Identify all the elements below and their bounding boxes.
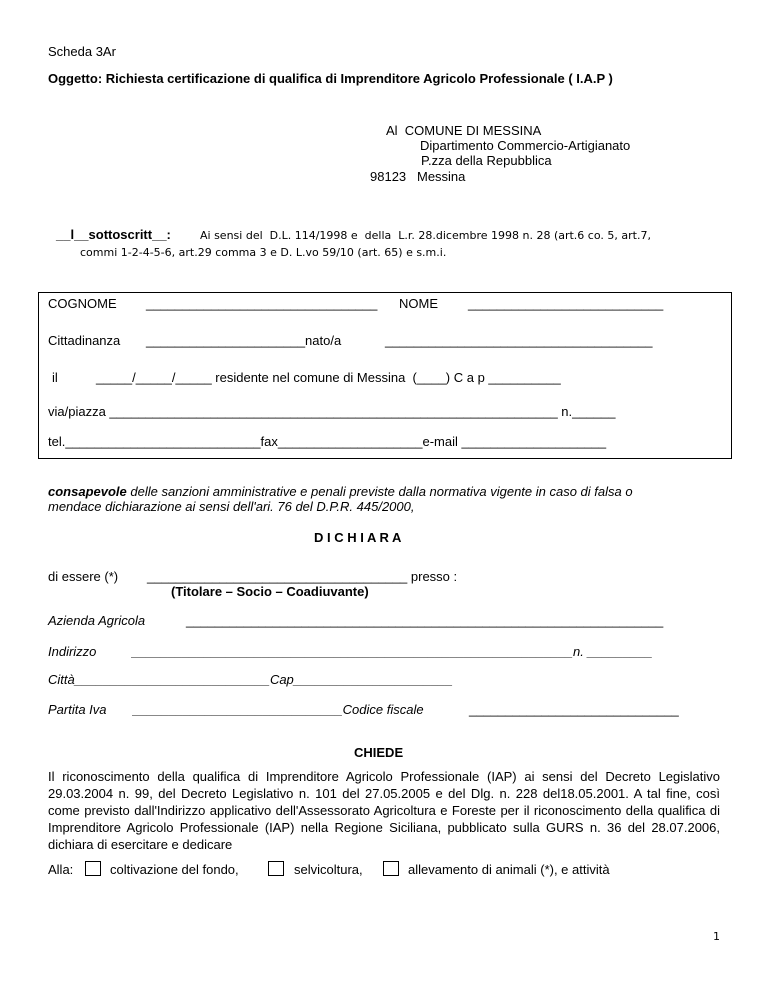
codice-fiscale-field[interactable]: _____________________________ [469,702,679,717]
azienda-label: Azienda Agricola [48,613,146,628]
declaration-line-1 [48,484,633,500]
consapevole-word: consapevole [48,484,127,499]
birthdate-label: il [52,370,58,385]
role-label: di essere (*) [48,569,119,584]
form-code: Scheda 3Ar [48,44,116,59]
nome-field[interactable]: ___________________________ [468,296,664,311]
piva-field[interactable]: _____________________________Codice fiscale [133,702,424,717]
address-field[interactable]: via/piazza ______________________________________________________________ n.______ [48,404,616,419]
role-field[interactable]: ____________________________________ presso : [147,569,458,584]
page-number: 1 [713,930,720,943]
checkbox-allevamento[interactable] [383,861,399,876]
checkbox-coltivazione[interactable] [85,861,101,876]
cognome-label: COGNOME [48,296,117,311]
subscriber-label: __l__sottoscritt__: [56,227,171,242]
subject-heading: Oggetto: Richiesta certificazione di qualifica di Imprenditore Agricolo Professionale ( I.A.P ) [48,71,613,86]
recipient-line-1: Al COMUNE DI MESSINA [386,123,542,138]
azienda-field[interactable]: __________________________________________________________________ [186,613,664,628]
recipient-line-3: P.zza della Repubblica [421,153,552,168]
indirizzo-field[interactable]: _____________________________________________________________n. _________ [132,644,653,659]
option-coltivazione: coltivazione del fondo, [110,862,239,877]
recipient-line-4: 98123 Messina [370,169,466,184]
role-options: (Titolare – Socio – Coadiuvante) [171,584,369,599]
contact-field[interactable]: tel.___________________________fax____________________e-mail ____________________ [48,434,607,449]
dichiara-heading: D I C H I A R A [314,530,402,545]
declaration-text-2: mendace dichiarazione ai sensi dell'ari. 76 del D.P.R. 445/2000, [48,499,415,514]
indirizzo-label: Indirizzo [48,644,97,659]
option-selvicoltura: selvicoltura, [294,862,363,877]
city-cap-field[interactable]: Città___________________________Cap______________________ [48,672,453,687]
request-paragraph: Il riconoscimento della qualifica di Imprenditore Agricolo Professionale (IAP) ai sensi del Decreto Legislativo 29.03.2004 n. 99, del Decreto Legislativo n. 101 del 27.05.2005 e del Dlg. n. 228 del18.05.2001. A tal fine, così come previsto dall'Indirizzo applicativo dell'Assessorato Agricoltura e Foreste per il riconoscimento della qualifica di Imprenditore Agricolo Professionale (IAP) nella Regione Siciliana, pubblicato sulla GURS n. 36 del 28.07.2006, dichiara di esercitare e dedicare [48,769,720,852]
alla-label: Alla: [48,862,74,877]
chiede-heading: CHIEDE [354,745,404,760]
cittadinanza-field[interactable]: ______________________nato/a [146,333,342,348]
checkbox-selvicoltura[interactable] [268,861,284,876]
birthplace-field[interactable]: _____________________________________ [385,333,653,348]
nome-label: NOME [399,296,438,311]
legal-reference-1: Ai sensi del D.L. 114/1998 e della L.r. 28.dicembre 1998 n. 28 (art.6 co. 5, art.7, [200,229,651,242]
cittadinanza-label: Cittadinanza [48,333,121,348]
declaration-text-1: delle sanzioni amministrative e penali previste dalla normativa vigente in caso di falsa o [126,484,633,499]
legal-reference-2: commi 1-2-4-5-6, art.29 comma 3 e D. L.vo 59/10 (art. 65) e s.m.i. [80,246,447,259]
cognome-field[interactable]: ________________________________ [146,296,378,311]
birthdate-residence-field[interactable]: _____/_____/_____ residente nel comune di Messina (____) C a p __________ [96,370,561,385]
recipient-line-2: Dipartimento Commercio-Artigianato [420,138,631,153]
piva-label: Partita Iva [48,702,107,717]
option-allevamento: allevamento di animali (*), e attività [408,862,610,877]
